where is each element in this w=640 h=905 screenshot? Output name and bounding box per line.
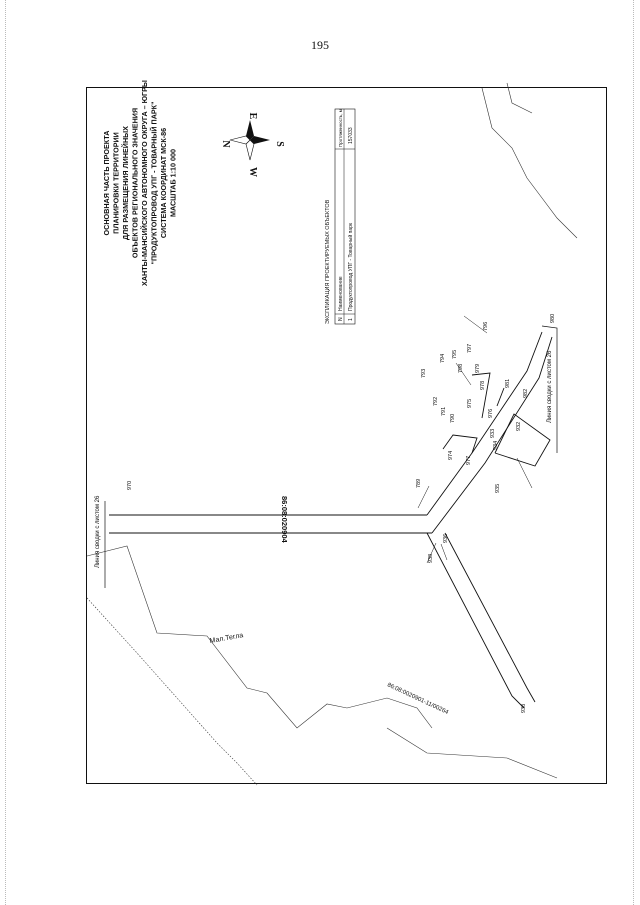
- map-frame: [86, 80, 607, 784]
- point-label: 977: [466, 455, 472, 465]
- leader-lines: [418, 316, 532, 563]
- title-line-8: МАСШТАБ 1:10 000: [168, 148, 178, 218]
- cadastral-block-label: 86:08:020904: [280, 496, 289, 543]
- junction-top-label: Линия сводки с листом 26: [95, 495, 101, 568]
- point-label: 978: [480, 380, 486, 390]
- point-label: 789: [416, 478, 422, 488]
- point-label: 935: [495, 483, 501, 493]
- compass-rose: [220, 113, 285, 177]
- explication-row-num: 1: [348, 318, 354, 321]
- terrain-contour-top: [87, 546, 432, 728]
- explication-row-name: Продуктопровод УПГ - Товарный парк: [348, 222, 354, 311]
- title-line-2: ПЛАНИРОВКИ ТЕРРИТОРИИ: [111, 132, 121, 234]
- compass-west: W: [247, 167, 258, 177]
- map-canvas: [87, 80, 608, 785]
- explication-row-length: 157033: [348, 127, 354, 144]
- point-label: 791: [441, 406, 447, 416]
- compass-south: S: [274, 141, 285, 147]
- scan-right-edge: [633, 0, 634, 905]
- explication-col-name: Наименование: [338, 276, 344, 311]
- terrain-contour-bottom: [387, 728, 557, 778]
- explication-col-num: N: [338, 317, 344, 321]
- title-line-3: ДЛЯ РАЗМЕЩЕНИЯ ЛИНЕЙНЫХ: [121, 126, 130, 240]
- title-line-1: ОСНОВНАЯ ЧАСТЬ ПРОЕКТА: [102, 130, 111, 236]
- point-label: 980: [550, 313, 556, 323]
- terrain-contour-small: [507, 83, 532, 113]
- river-label: Мал.Тегла: [209, 632, 244, 645]
- point-label: 797: [467, 343, 473, 353]
- explication-col-length: Протяженность, м: [338, 109, 343, 147]
- point-label: 975: [467, 398, 473, 408]
- terrain-contour-left: [87, 598, 257, 785]
- terrain-contour-right: [482, 88, 577, 238]
- point-label: 795: [452, 349, 458, 359]
- point-label: 970: [127, 480, 133, 490]
- point-label: 974: [448, 450, 454, 460]
- compass-east: E: [247, 112, 258, 120]
- explication-heading: ЭКСПЛИКАЦИЯ ПРОЕКТИРУЕМЫХ ОБЪЕКТОВ: [325, 199, 331, 324]
- point-label: 794: [440, 353, 446, 363]
- title-line-7: СИСТЕМА КООРДИНАТ МСК-86: [159, 127, 168, 239]
- title-line-6: "ПРОДУКТОПРОВОД УПГ - ТОВАРНЫЙ ПАРК": [149, 101, 159, 265]
- point-label: 796: [483, 321, 489, 331]
- point-label: 936: [443, 533, 449, 543]
- point-label: 932: [516, 421, 522, 431]
- point-label: 933: [490, 428, 496, 438]
- map-title-block: [102, 80, 178, 286]
- explication-table: [325, 109, 355, 324]
- point-label: 981: [505, 378, 511, 388]
- cadastral-parcel-label: 86:08:0020901-11/00264: [386, 682, 450, 716]
- point-labels: [127, 314, 556, 713]
- title-line-4: ОБЪЕКТОВ РЕГИОНАЛЬНОГО ЗНАЧЕНИЯ: [130, 107, 140, 259]
- point-label: 982: [523, 388, 529, 398]
- point-label: 938: [521, 703, 527, 713]
- point-label: 976: [488, 408, 494, 418]
- junction-right-label: Линия сводки с листом 26: [547, 350, 553, 423]
- point-label: 938: [428, 553, 434, 563]
- point-label: 934: [493, 440, 499, 450]
- title-line-5: ХАНТЫ-МАНСИЙСКОГО АВТОНОМНОГО ОКРУГА – ЮГРЫ: [140, 80, 149, 286]
- page-number: 195: [311, 38, 329, 52]
- scan-left-edge: [5, 0, 6, 905]
- point-label: 798: [458, 363, 464, 373]
- compass-north: N: [220, 140, 231, 148]
- point-label: 792: [433, 396, 439, 406]
- point-label: 979: [475, 363, 481, 373]
- point-label: 790: [450, 413, 456, 423]
- point-label: 793: [421, 368, 427, 378]
